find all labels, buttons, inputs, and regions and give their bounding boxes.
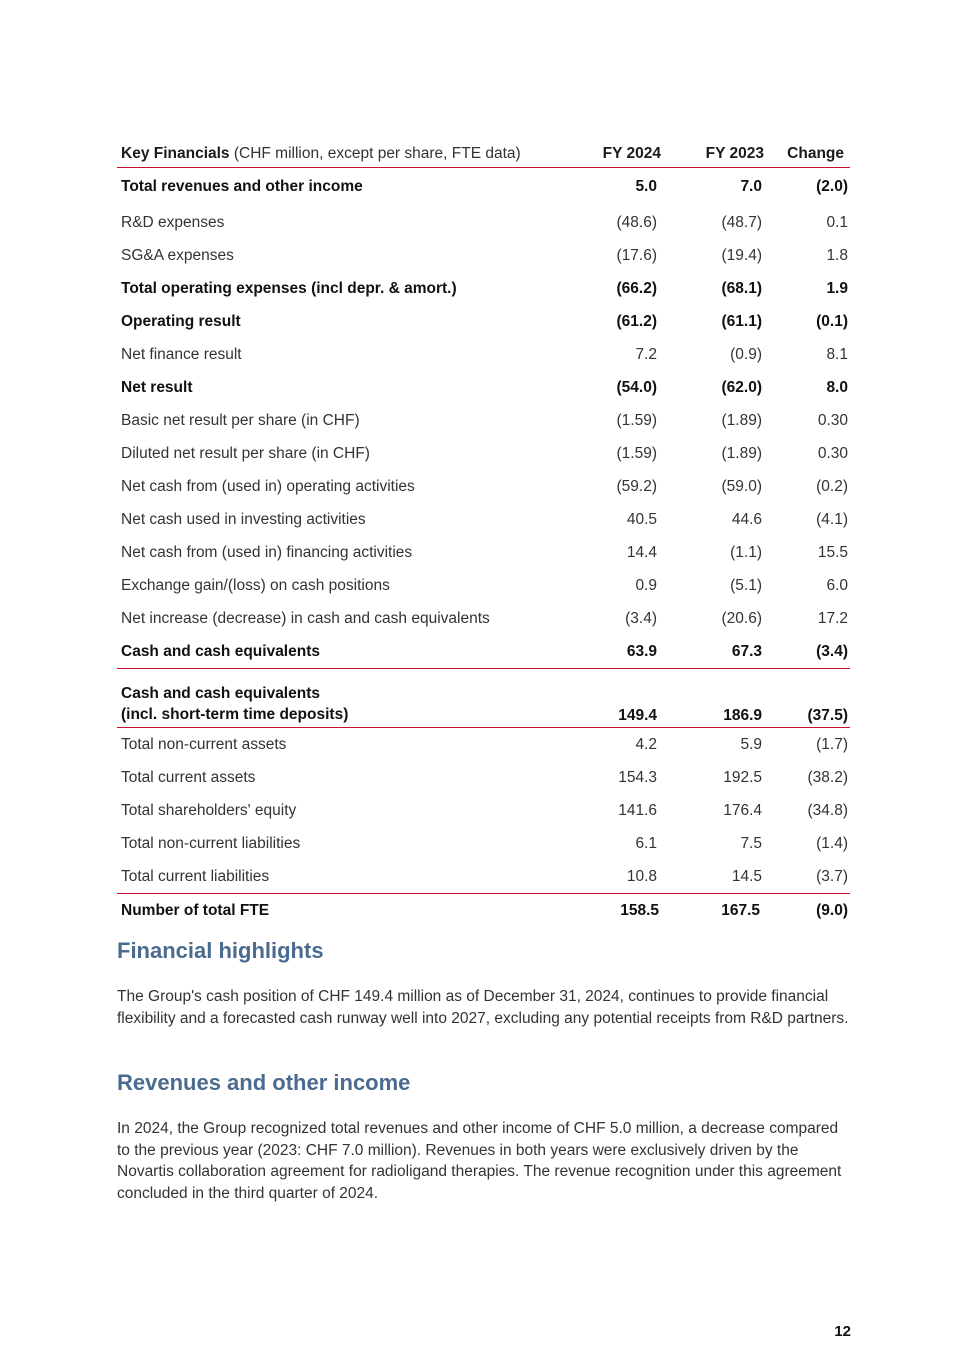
row-label: Net increase (decrease) in cash and cash equivalents — [121, 609, 490, 627]
row-fy2023: (68.1) — [721, 279, 762, 297]
table-header-row — [117, 140, 850, 168]
key-financials-section — [117, 140, 850, 927]
table-row — [117, 894, 850, 928]
row-fy2023: (5.1) — [730, 576, 762, 594]
row-change: (0.2) — [816, 477, 848, 495]
table-row — [117, 272, 850, 305]
row-fy2023: 44.6 — [731, 510, 762, 528]
table-row — [117, 168, 850, 207]
row-change: 0.1 — [826, 213, 848, 231]
row-label: SG&A expenses — [121, 246, 234, 264]
row-change: (34.8) — [807, 801, 848, 819]
row-fy2024: 6.1 — [635, 834, 657, 852]
financial-highlights-paragraph: The Group's cash position of CHF 149.4 million as of December 31, 2024, continues to provide financial flexibility and a forecasted cash runway well into 2027, excluding any potential receipts from R&D partners. — [117, 988, 849, 1027]
table-row — [117, 437, 850, 470]
row-fy2024: 10.8 — [572, 860, 665, 894]
row-label: Operating result — [121, 312, 241, 330]
row-fy2024: 7.2 — [635, 345, 657, 363]
row-fy2023: (20.6) — [721, 609, 762, 627]
row-change: (4.1) — [816, 510, 848, 528]
row-change: (1.4) — [816, 834, 848, 852]
row-change: (3.7) — [766, 860, 850, 894]
row-change: (37.5) — [766, 669, 850, 728]
row-change: (38.2) — [807, 768, 848, 786]
row-change: 8.1 — [826, 345, 848, 363]
header-subtitle: (CHF million, except per share, FTE data) — [233, 144, 521, 162]
row-label: Total shareholders' equity — [121, 801, 297, 819]
row-change: 1.9 — [826, 279, 848, 297]
row-label-line2: (incl. short-term time deposits) — [121, 706, 349, 723]
row-fy2024: 63.9 — [572, 635, 665, 669]
table-row — [117, 305, 850, 338]
header-fy2023: FY 2023 — [665, 140, 766, 168]
row-label: Total operating expenses (incl depr. & amort.) — [121, 279, 457, 297]
row-fy2024: 14.4 — [626, 543, 657, 561]
row-fy2023: (19.4) — [721, 246, 762, 264]
row-fy2023: (48.7) — [721, 213, 762, 231]
row-fy2024: 149.4 — [572, 669, 665, 728]
header-label — [117, 140, 572, 168]
header-fy2024: FY 2024 — [572, 140, 665, 168]
table-row — [117, 470, 850, 503]
row-change: 6.0 — [826, 576, 848, 594]
row-label: Exchange gain/(loss) on cash positions — [121, 576, 390, 594]
row-fy2024: 154.3 — [618, 768, 657, 786]
row-fy2023: 7.0 — [740, 178, 762, 195]
row-label — [117, 669, 572, 728]
table-row — [117, 860, 850, 894]
table-row — [117, 371, 850, 404]
header-title: Key Financials — [121, 144, 230, 162]
table-row — [117, 536, 850, 569]
row-fy2024: (17.6) — [616, 246, 657, 264]
row-fy2024: (3.4) — [625, 609, 657, 627]
row-label: Diluted net result per share (in CHF) — [121, 444, 370, 462]
row-fy2023: (61.1) — [721, 312, 762, 330]
table-row — [117, 338, 850, 371]
row-label: Net cash used in investing activities — [121, 510, 366, 528]
revenues-paragraph: In 2024, the Group recognized total revenues and other income of CHF 5.0 million, a decrease compared to the previous year (2023: CHF 7.0 million). Revenues in both years were exclusively driven by the Novartis collaboration agreement for radioligand therapies. The revenue recognition under this agreement concluded in the third quarter of 2024. — [117, 1120, 842, 1202]
row-fy2024: 40.5 — [626, 510, 657, 528]
table-row — [117, 794, 850, 827]
table-row — [117, 602, 850, 635]
row-fy2023: 67.3 — [665, 635, 766, 669]
row-label: Total revenues and other income — [121, 178, 363, 195]
row-fy2023: 192.5 — [723, 768, 762, 786]
table-row — [117, 239, 850, 272]
row-label: Basic net result per share (in CHF) — [121, 411, 360, 429]
row-label: Net result — [121, 378, 193, 396]
row-label: Net cash from (used in) operating activities — [121, 477, 415, 495]
key-financials-table — [117, 140, 850, 927]
row-fy2024: 158.5 — [620, 901, 659, 919]
row-label: Cash and cash equivalents — [117, 635, 572, 669]
row-change: (3.4) — [766, 635, 850, 669]
row-fy2023: (62.0) — [721, 378, 762, 396]
table-row — [117, 503, 850, 536]
row-label-line1: Cash and cash equivalents — [121, 685, 320, 702]
row-fy2023: (1.1) — [730, 543, 762, 561]
row-label: Net finance result — [121, 345, 242, 363]
row-label: Total non-current liabilities — [121, 834, 301, 852]
table-row — [117, 404, 850, 437]
row-fy2024: (59.2) — [616, 477, 657, 495]
table-row — [117, 635, 850, 669]
financial-highlights-heading: Financial highlights — [117, 938, 324, 963]
row-change: 17.2 — [817, 609, 848, 627]
row-fy2023: (1.89) — [721, 411, 762, 429]
row-fy2023: 186.9 — [665, 669, 766, 728]
row-change: (1.7) — [816, 735, 848, 753]
row-label: R&D expenses — [121, 213, 225, 231]
table-row — [117, 827, 850, 860]
row-fy2024: (1.59) — [616, 444, 657, 462]
row-change: 8.0 — [826, 378, 848, 396]
row-fy2023: (59.0) — [721, 477, 762, 495]
row-fy2024: (61.2) — [616, 312, 657, 330]
row-change: 0.30 — [817, 411, 848, 429]
row-fy2024: 141.6 — [618, 801, 657, 819]
row-label: Net cash from (used in) financing activities — [121, 543, 413, 561]
row-label: Total current liabilities — [117, 860, 572, 894]
table-row — [117, 206, 850, 239]
table-row — [117, 761, 850, 794]
row-change: 1.8 — [826, 246, 848, 264]
row-label: Total current assets — [121, 768, 256, 786]
row-fy2023: (0.9) — [730, 345, 762, 363]
revenues-heading: Revenues and other income — [117, 1070, 411, 1095]
row-fy2023: 5.9 — [740, 735, 762, 753]
row-fy2024: (66.2) — [616, 279, 657, 297]
table-row — [117, 728, 850, 762]
row-fy2023: 14.5 — [665, 860, 766, 894]
row-fy2024: 0.9 — [635, 576, 657, 594]
row-label: Number of total FTE — [121, 901, 270, 919]
row-change: 15.5 — [817, 543, 848, 561]
row-fy2023: 7.5 — [740, 834, 762, 852]
row-fy2023: (1.89) — [721, 444, 762, 462]
row-fy2024: 5.0 — [635, 178, 657, 195]
page-number: 12 — [834, 1323, 851, 1340]
row-fy2024: (1.59) — [616, 411, 657, 429]
row-fy2024: (48.6) — [616, 213, 657, 231]
header-change: Change — [766, 140, 850, 168]
table-row — [117, 669, 850, 728]
row-fy2023: 176.4 — [723, 801, 762, 819]
row-change: (9.0) — [816, 901, 848, 919]
row-fy2024: 4.2 — [635, 735, 657, 753]
row-fy2023: 167.5 — [721, 901, 760, 919]
row-change: (0.1) — [816, 312, 848, 330]
row-change: 0.30 — [817, 444, 848, 462]
row-change: (2.0) — [816, 178, 848, 195]
row-label: Total non-current assets — [121, 735, 287, 753]
table-row — [117, 569, 850, 602]
row-fy2024: (54.0) — [616, 378, 657, 396]
